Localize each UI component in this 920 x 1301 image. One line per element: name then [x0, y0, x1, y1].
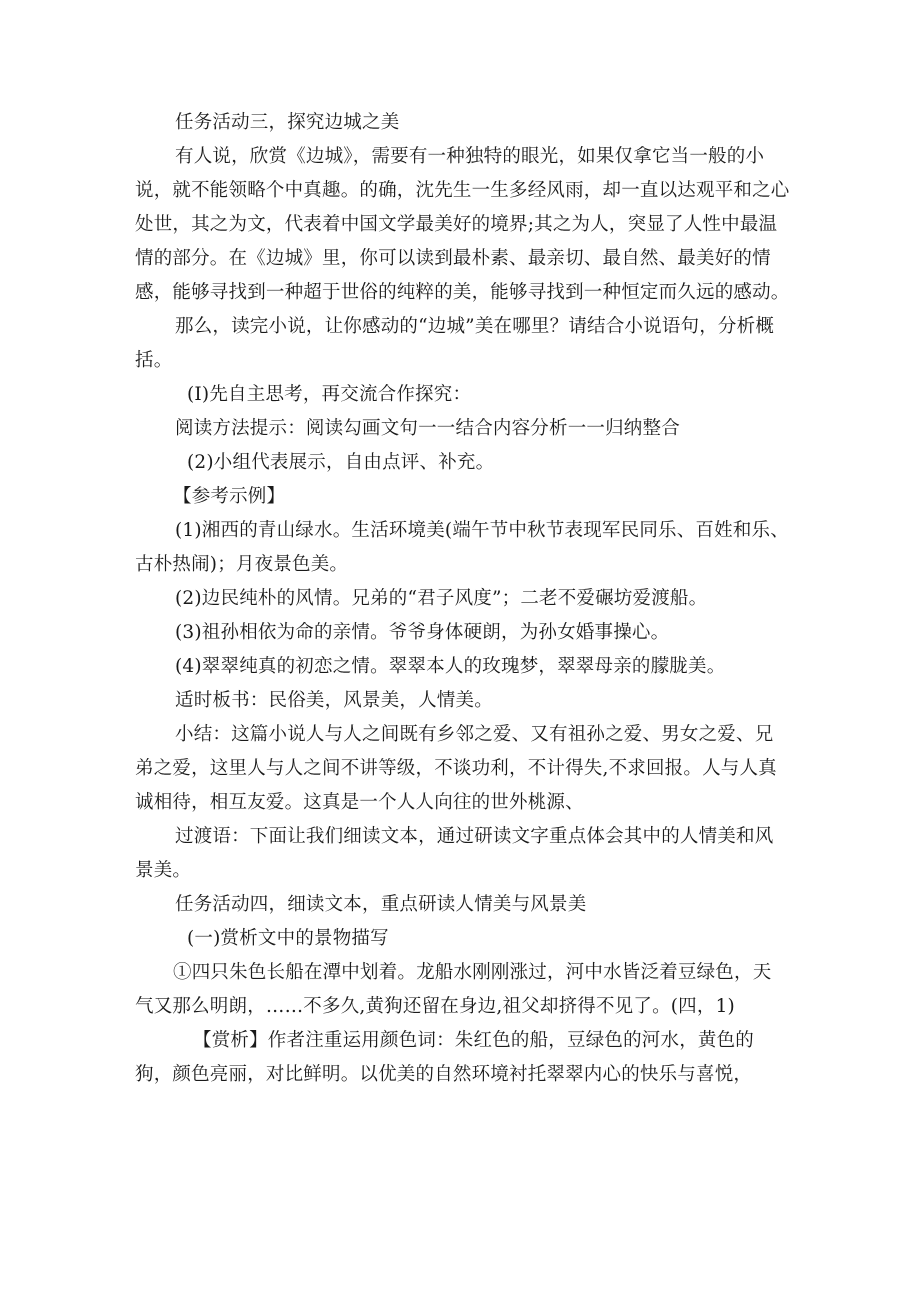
subsection-heading-scenery: (一)赏析文中的景物描写: [187, 928, 389, 949]
quote-passage-1: ①四只朱色长船在潭中划着。龙船水刚刚涨过，河中水皆泛着豆绿色，天气又那么明朗，……不多久,黄狗还留在身边,祖父却挤得不见了。(四，1): [135, 962, 772, 1017]
analysis-paragraph: 【赏析】作者注重运用颜色词：朱红色的船，豆绿色的河水，黄色的狗，颜色亮丽，对比鲜明。以优美的自然环境衬托翠翠内心的快乐与喜悦，: [135, 1030, 755, 1085]
reference-example-heading: 【参考示例】: [173, 486, 286, 507]
document-body: [135, 106, 790, 1092]
example-item-1: (1)湘西的青山绿水。生活环境美(端午节中秋节表现军民同乐、百姓和乐、古朴热闹)；月夜景色美。: [135, 520, 789, 575]
paragraph-question: 那么，读完小说，让你感动的“边城”美在哪里？请结合小说语句，分析概括。: [135, 316, 775, 371]
example-item-3: (3)祖孙相依为命的亲情。爷爷身体硬朗，为孙女婚事操心。: [175, 622, 670, 643]
section-heading-task-three: 任务活动三，探究边城之美: [175, 112, 400, 133]
reading-method-tip: 阅读方法提示：阅读勾画文句一一结合内容分析一一归纳整合: [175, 418, 680, 439]
step-two: (2)小组代表展示，自由点评、补充。: [187, 452, 495, 473]
step-one: (I)先自主思考，再交流合作探究：: [187, 384, 472, 405]
section-heading-task-four: 任务活动四，细读文本，重点研读人情美与风景美: [175, 894, 587, 915]
example-item-4: (4)翠翠纯真的初恋之情。翠翠本人的玫瑰梦，翠翠母亲的朦胧美。: [175, 656, 726, 677]
example-item-2: (2)边民纯朴的风情。兄弟的“君子风度”；二老不爱碾坊爱渡船。: [175, 588, 708, 609]
summary-paragraph: 小结：这篇小说人与人之间既有乡邻之爱、又有祖孙之爱、男女之爱、兄弟之爱，这里人与人之间不讲等级，不谈功利，不计得失,不求回报。人与人真诚相待，相互友爱。这真是一个人人向往的世外桃源、: [135, 724, 777, 813]
board-writing: 适时板书：民俗美，风景美，人情美。: [175, 690, 493, 711]
transition-paragraph: 过渡语：下面让我们细读文本，通过研读文字重点体会其中的人情美和风景美。: [135, 826, 774, 881]
paragraph-intro: 有人说，欣赏《边城》，需要有一种独特的眼光，如果仅拿它当一般的小说，就不能领略个中真趣。的确，沈先生一生多经风雨，却一直以达观平和之心处世，其之为文，代表着中国文学最美好的境界;其之为人，突显了人性中最温情的部分。在《边城》里，你可以读到最朴素、最亲切、最自然、最美好的情感，能够寻找到一种超于世俗的纯粹的美，能够寻找到一种恒定而久远的感动。: [135, 146, 790, 303]
